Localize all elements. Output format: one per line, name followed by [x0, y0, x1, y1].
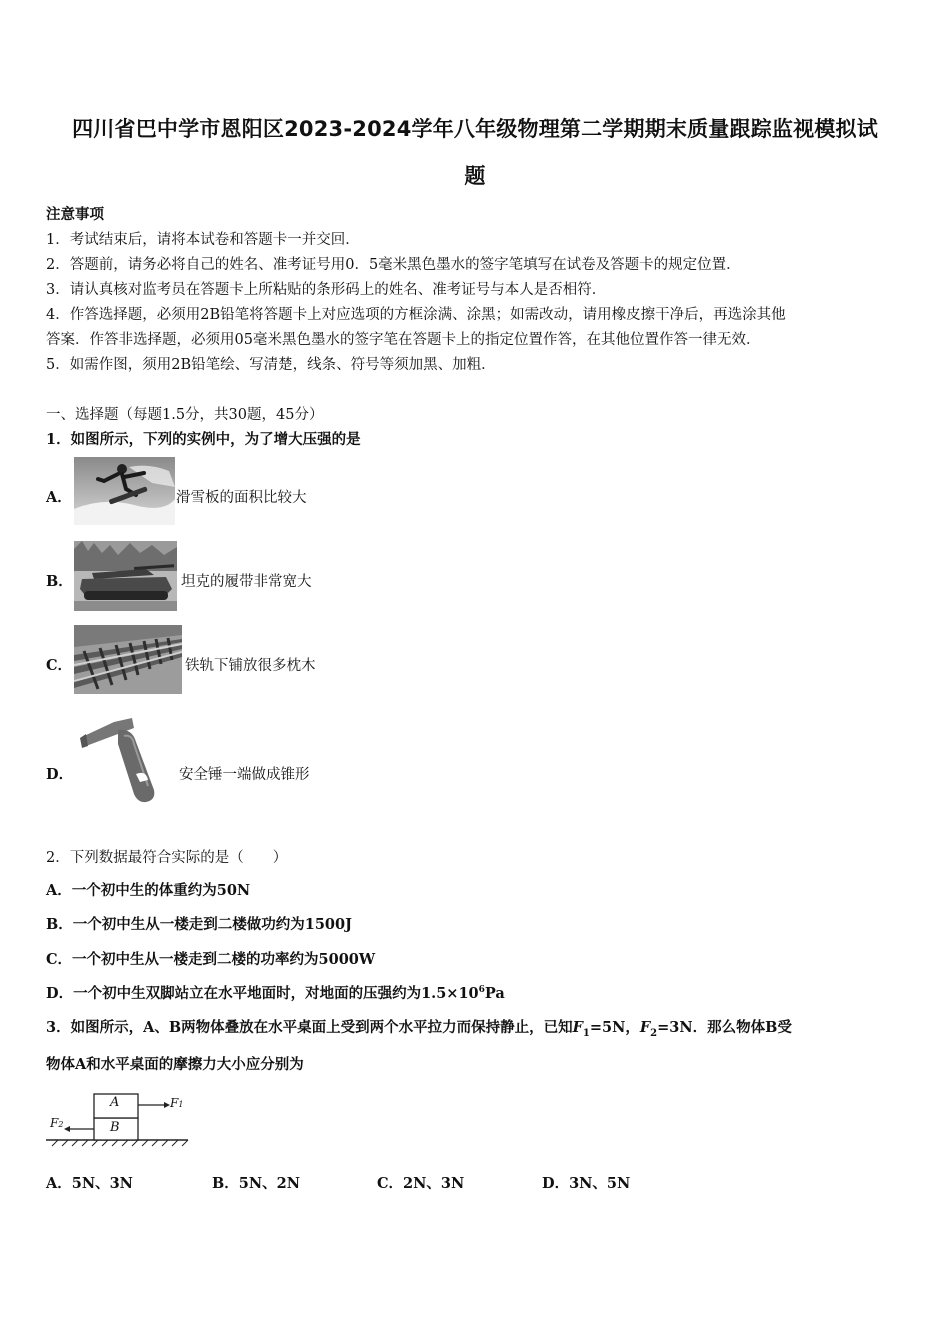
- snowboarder-photo: [74, 457, 175, 525]
- q3-f2-subscript: 2: [650, 1027, 658, 1039]
- safety-hammer-photo: [74, 708, 174, 808]
- force-f2-symbol: F: [50, 1116, 59, 1130]
- q3-f2-value: =3N．那么物体B受: [657, 1019, 792, 1036]
- railway-photo: [74, 625, 182, 694]
- notice-item-5: 5．如需作图，须用2B铅笔绘、写清楚，线条、符号等须加黑、加粗．: [46, 357, 496, 373]
- q3-f1-value: =5N，: [589, 1019, 640, 1036]
- q2-option-d-exponent: 6: [478, 985, 485, 996]
- notice-item-3: 3．请认真核对监考员在答题卡上所粘贴的条形码上的姓名、准考证号与本人是否相符．: [46, 282, 607, 298]
- q3-stem-a: 3．如图所示，A、B两物体叠放在水平桌面上受到两个水平拉力而保持静止，已知: [46, 1019, 573, 1036]
- q3-f1-symbol: F: [572, 1019, 583, 1036]
- q3-choice-c: C．2N、3N: [377, 1175, 465, 1192]
- q2-option-a: A．一个初中生的体重约为50N: [46, 882, 251, 899]
- q1-option-c-text: 铁轨下铺放很多枕木: [185, 658, 316, 674]
- q1-option-d-text: 安全锤一端做成锥形: [179, 767, 310, 783]
- notice-item-4: 4．作答选择题，必须用2B铅笔将答题卡上对应选项的方框涂满、涂黑；如需改动，请用橡皮擦干净后，再选涂其他: [46, 307, 786, 323]
- q3-choice-d: D．3N、5N: [542, 1175, 631, 1192]
- question-1-stem: 1．如图所示，下列的实例中，为了增大压强的是: [46, 431, 361, 448]
- q1-option-b-text: 坦克的履带非常宽大: [181, 574, 312, 590]
- force-f1-label: [170, 1096, 183, 1110]
- notice-item-1: 1．考试结束后，请将本试卷和答题卡一并交回．: [46, 232, 360, 248]
- block-b-label: B: [110, 1120, 120, 1135]
- question-3-stem-line1: [46, 1016, 792, 1039]
- block-a-label: A: [110, 1095, 120, 1110]
- exam-title-line2: 题: [464, 164, 486, 188]
- q3-choice-a: A．5N、3N: [46, 1175, 133, 1192]
- q1-option-a-letter: A．: [46, 489, 72, 506]
- q1-option-c-letter: C．: [46, 657, 73, 674]
- q2-option-c: C．一个初中生从一楼走到二楼的功率约为5000W: [46, 951, 376, 968]
- q3-f1-subscript: 1: [582, 1027, 590, 1039]
- q1-option-a-text: 滑雪板的面积比较大: [176, 490, 307, 506]
- notice-item-2: 2．答题前，请务必将自己的姓名、准考证号用0．5毫米黑色墨水的签字笔填写在试卷及答题卡的规定位置．: [46, 257, 741, 273]
- blocks-force-diagram: [46, 1088, 190, 1150]
- q3-choice-b: B．5N、2N: [212, 1175, 300, 1192]
- q3-f2-symbol: F: [639, 1019, 651, 1036]
- notice-item-4-cont: 答案．作答非选择题，必须用05毫米黑色墨水的签字笔在答题卡上的指定位置作答，在其他位置作答一律无效．: [46, 332, 761, 348]
- q2-option-d-unit: Pa: [484, 985, 505, 1002]
- notice-heading: 注意事项: [46, 206, 104, 223]
- q2-option-d: [46, 982, 505, 1003]
- q1-option-b-letter: B．: [46, 573, 73, 590]
- q2-option-d-prefix: D．一个初中生双脚站立在水平地面时，对地面的压强约为1.5×10: [46, 985, 479, 1002]
- force-f1-symbol: F: [170, 1096, 179, 1110]
- force-f2-label: [50, 1116, 63, 1130]
- force-f1-subscript: 1: [178, 1100, 184, 1109]
- force-f2-subscript: 2: [58, 1120, 64, 1129]
- question-3-stem-line2: 物体A和水平桌面的摩擦力大小应分别为: [46, 1056, 304, 1073]
- tank-photo: [74, 541, 177, 611]
- exam-title-line1: 四川省巴中学市恩阳区2023-2024学年八年级物理第二学期期末质量跟踪监视模拟试: [72, 117, 878, 141]
- q2-option-b: B．一个初中生从一楼走到二楼做功约为1500J: [46, 916, 352, 933]
- section-heading: 一、选择题（每题1.5分，共30题，45分）: [46, 407, 324, 423]
- question-2-stem: 2．下列数据最符合实际的是（ ）: [46, 850, 288, 866]
- q1-option-d-letter: D．: [46, 766, 74, 783]
